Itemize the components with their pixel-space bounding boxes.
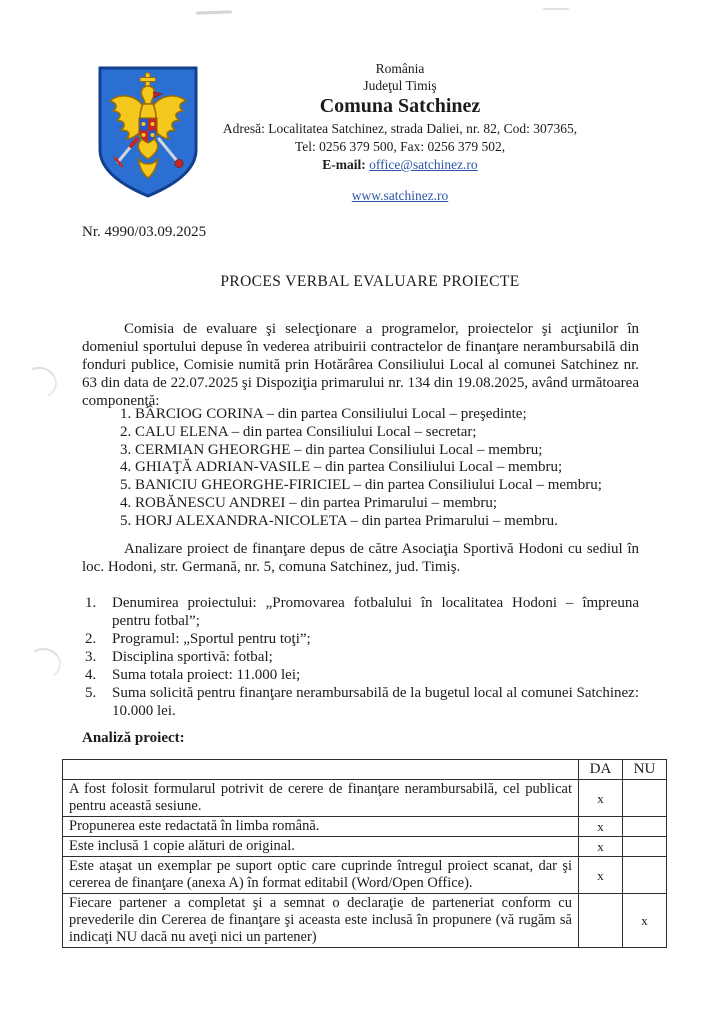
da-cell: x	[579, 837, 623, 857]
detail-number: 1.	[85, 595, 97, 611]
table-row	[63, 780, 667, 817]
criterion-cell: Fiecare partener a completat şi a semnat o declaraţie de parteneriat conform cu prevederile din Cererea de finanţare şi aceasta este inclusă în propunere (vă rugăm să indicaţi NU dacă nu aveţi nici un partener)	[63, 894, 579, 948]
detail-text: Denumirea proiectului: „Promovarea fotbalului în localitatea Hodoni – împreuna pentru fotbal”;	[112, 595, 639, 629]
project-detail-item	[85, 666, 639, 684]
page-title: PROCES VERBAL EVALUARE PROIECTE	[220, 273, 520, 290]
header-commune: Comuna Satchinez	[319, 95, 481, 117]
scan-artifact-arc	[25, 645, 64, 681]
header-website-line	[168, 187, 632, 205]
scan-artifact-arc	[19, 363, 61, 403]
project-details-list	[85, 594, 639, 720]
header-address: Adresă: Localitatea Satchinez, strada Daliei, nr. 82, Cod: 307365,	[222, 121, 578, 136]
header-county: Judeţul Timiş	[363, 78, 437, 93]
table-row	[63, 857, 667, 894]
scan-artifact-dash	[196, 10, 232, 14]
criterion-cell: Propunerea este redactată în limba română.	[63, 817, 579, 837]
committee-member: 1. BÂRCIOG CORINA – din partea Consiliului Local – preşedinte;	[120, 406, 527, 422]
project-detail-item	[85, 594, 639, 630]
nu-header: NU	[623, 760, 667, 780]
table-row	[63, 894, 667, 948]
committee-list	[120, 406, 602, 531]
project-detail-item	[85, 648, 639, 666]
nu-cell	[623, 837, 667, 857]
committee-member: 5. HORJ ALEXANDRA-NICOLETA – din partea Primarului – membru.	[120, 512, 558, 529]
scan-artifact-dash	[543, 8, 569, 10]
evaluation-table	[62, 759, 667, 948]
da-cell: x	[579, 780, 623, 817]
criterion-cell: Este ataşat un exemplar pe suport optic care cuprinde întregul proiect scanat, dar şi cererea de finanţare (anexa A) în format editabil (Word/Open Office).	[63, 857, 579, 894]
da-cell: x	[579, 817, 623, 837]
project-detail-item	[85, 630, 639, 648]
nu-cell	[623, 817, 667, 837]
detail-number: 5.	[85, 685, 97, 701]
criterion-cell: A fost folosit formularul potrivit de cerere de finanţare nerambursabilă, cel publicat pentru această sesiune.	[63, 780, 579, 817]
criterion-header	[63, 760, 579, 780]
committee-member: 2. CALU ELENA – din partea Consiliului Local – secretar;	[120, 423, 477, 440]
table-row	[63, 837, 667, 857]
da-header: DA	[579, 760, 623, 780]
nu-cell	[623, 857, 667, 894]
detail-text: Suma totala proiect: 11.000 lei;	[112, 667, 301, 683]
email-link[interactable]: office@satchinez.ro	[369, 157, 478, 172]
detail-number: 3.	[85, 649, 97, 665]
committee-member: 4. GHIAŢĂ ADRIAN-VASILE – din partea Consiliului Local – membru;	[120, 459, 563, 476]
committee-member: 5. BANICIU GHEORGHE-FIRICIEL – din partea Consiliului Local – membru;	[120, 477, 602, 494]
website-link[interactable]: www.satchinez.ro	[351, 188, 449, 203]
project-detail-item	[85, 684, 639, 720]
doc-number: Nr. 4990/03.09.2025	[82, 224, 207, 240]
analysis-heading: Analiză proiect:	[82, 730, 185, 746]
criterion-cell: Este inclusă 1 copie alături de original.	[63, 837, 579, 857]
detail-text: Suma solicită pentru finanţare nerambursabilă de la bugetul local al comunei Satchinez: 10.000 lei.	[112, 685, 639, 719]
header-country: România	[375, 61, 425, 76]
committee-member: 4. ROBĂNESCU ANDREI – din partea Primarului – membru;	[120, 494, 498, 511]
table-header-row	[63, 760, 667, 780]
da-cell	[579, 894, 623, 948]
da-cell: x	[579, 857, 623, 894]
email-label: E-mail:	[322, 157, 366, 172]
letterhead	[168, 60, 632, 205]
nu-cell	[623, 780, 667, 817]
table-row	[63, 817, 667, 837]
intro-paragraph: Comisia de evaluare şi selecţionare a programelor, proiectelor şi acţiunilor în domeniul sportului depuse în vederea atribuirii contractelor de finanţare nerambursabilă din fonduri publice, Comisie numită prin Hotărârea Consiliului Local al comunei Satchinez nr. 63 din data de 22.07.2025 şi Dispoziţia primarului nr. 134 din 19.08.2025, având următoarea componenţă:	[82, 321, 639, 409]
header-email-line	[168, 156, 632, 174]
header-phone: Tel: 0256 379 500, Fax: 0256 379 502,	[294, 139, 506, 154]
detail-number: 4.	[85, 667, 97, 683]
nu-cell: x	[623, 894, 667, 948]
detail-number: 2.	[85, 631, 97, 647]
committee-member: 3. CERMIAN GHEORGHE – din partea Consiliului Local – membru;	[120, 441, 543, 458]
detail-text: Disciplina sportivă: fotbal;	[112, 649, 273, 665]
analysis-paragraph: Analizare proiect de finanţare depus de către Asociaţia Sportivă Hodoni cu sediul în loc. Hodoni, str. Germană, nr. 5, comuna Satchinez, jud. Timiş.	[82, 541, 639, 575]
detail-text: Programul: „Sportul pentru toţi”;	[112, 631, 311, 647]
